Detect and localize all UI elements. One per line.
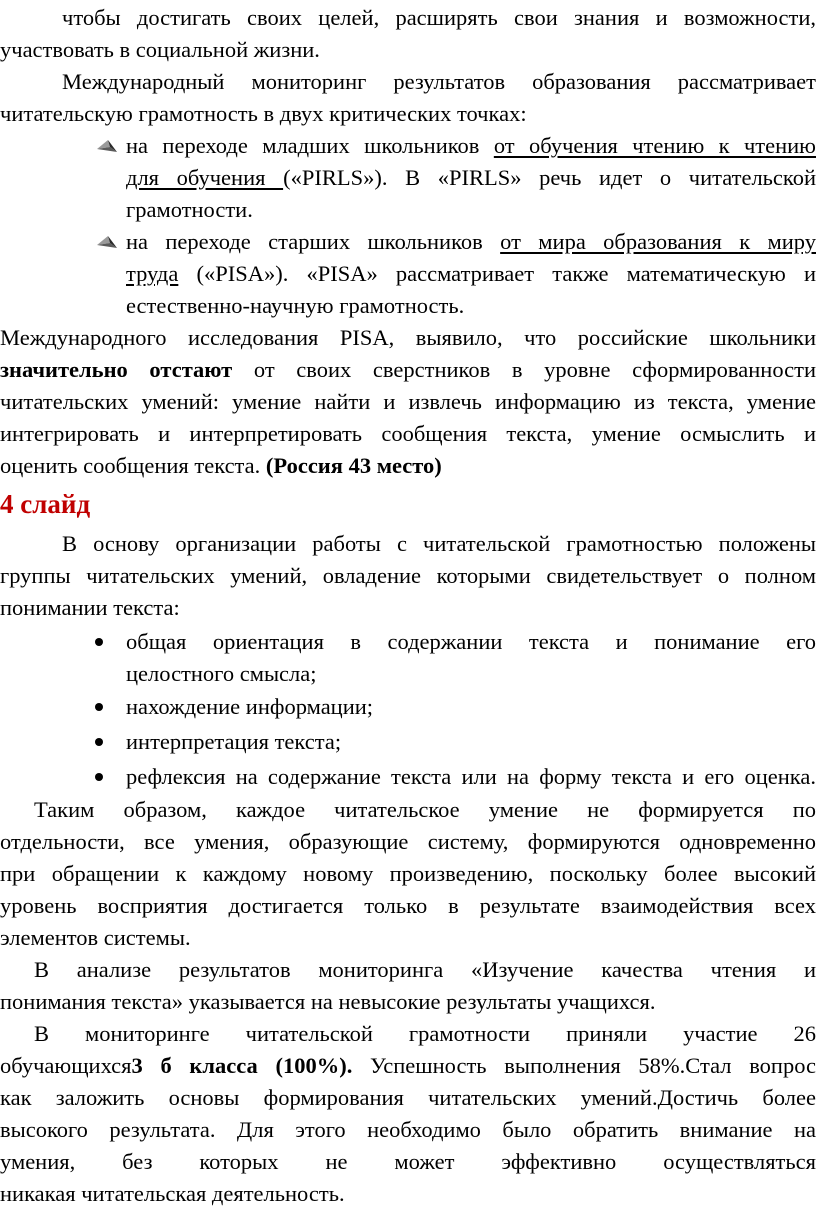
list-item: целостного смысла;	[126, 661, 317, 686]
bold-text: 3 б класса (100%).	[131, 1053, 353, 1078]
bold-text: значительно отстают	[0, 357, 233, 382]
underlined-text: труда	[126, 261, 179, 286]
paragraph-line: никакая читательская деятельность.	[0, 1181, 345, 1206]
paragraph-line: понимания текста» указывается на невысокие результаты учащихся.	[0, 989, 656, 1014]
paragraph-line: умения, без которых не может эффективно осуществляться	[0, 1149, 816, 1174]
bullet-line: на переходе старших школьников от мира образования к миру	[126, 229, 816, 254]
slide-heading: 4 слайд	[0, 489, 91, 519]
paragraph-line: отдельности, все умения, образующие систему, формируются одновременно	[0, 829, 816, 854]
paragraph-line: Таким образом, каждое читательское умение не формируется по	[34, 797, 816, 822]
bullet-line: для обучения («PIRLS»). В «PIRLS» речь идет о читательской	[126, 165, 816, 190]
arrow-bullet-icon	[96, 233, 118, 251]
paragraph-line: участвовать в социальной жизни.	[0, 37, 320, 62]
bold-text: (Россия 43 место)	[265, 453, 442, 478]
paragraph-line: уровень восприятия достигается только в результате взаимодействия всех	[0, 893, 816, 918]
bullet-dot-icon	[95, 738, 103, 746]
bullet-line: естественно-научную грамотность.	[126, 293, 465, 318]
paragraph-line: чтобы достигать своих целей, расширять свои знания и возможности,	[62, 5, 816, 30]
paragraph-line: обучающихся3 б класса (100%). Успешность выполнения 58%.Стал вопрос	[0, 1053, 816, 1078]
bullet-dot-icon	[95, 638, 103, 646]
paragraph-line: группы читательских умений, овладение которыми свидетельствует о полном	[0, 563, 816, 588]
paragraph-line: В основу организации работы с читательской грамотностью положены	[62, 531, 816, 556]
paragraph-line: значительно отстают от своих сверстников в уровне сформированности	[0, 357, 816, 382]
bullet-line: на переходе младших школьников от обучения чтению к чтению	[126, 133, 816, 158]
paragraph-line: как заложить основы формирования читательских умений.Достичь более	[0, 1085, 816, 1110]
paragraph-line: читательских умений: умение найти и извлечь информацию из текста, умение	[0, 389, 816, 414]
paragraph-line: интегрировать и интерпретировать сообщения текста, умение осмыслить и	[0, 421, 816, 446]
list-item: интерпретация текста;	[126, 729, 342, 754]
paragraph-line: В анализе результатов мониторинга «Изучение качества чтения и	[34, 957, 816, 982]
paragraph-line: оценить сообщения текста. (Россия 43 место)	[0, 453, 442, 478]
paragraph-line: высокого результата. Для этого необходимо было обратить внимание на	[0, 1117, 816, 1142]
arrow-bullet-icon	[96, 137, 118, 155]
bullet-dot-icon	[95, 773, 103, 781]
paragraph-line: Международный мониторинг результатов образования рассматривает	[62, 69, 816, 94]
bullet-dot-icon	[95, 703, 103, 711]
bullet-line: грамотности.	[126, 197, 253, 222]
list-item: общая ориентация в содержании текста и понимание его	[126, 629, 816, 654]
paragraph-line: В мониторинге читательской грамотности приняли участие 26	[34, 1021, 816, 1046]
underlined-text: от обучения чтению к чтению	[493, 133, 816, 158]
paragraph-line: Международного исследования PISA, выявило, что российские школьники	[0, 325, 816, 350]
list-item: нахождение информации;	[126, 694, 374, 719]
list-item: рефлексия на содержание текста или на форму текста и его оценка.	[126, 764, 816, 789]
underlined-text: для обучения	[126, 165, 284, 190]
paragraph-line: при обращении к каждому новому произведению, поскольку более высокий	[0, 861, 816, 886]
paragraph-line: элементов системы.	[0, 925, 191, 950]
underlined-text: от мира образования к миру	[500, 229, 816, 254]
bullet-line: труда («PISA»). «PISA» рассматривает также математическую и	[126, 261, 816, 286]
paragraph-line: понимании текста:	[0, 595, 180, 620]
paragraph-line: читательскую грамотность в двух критических точках:	[0, 101, 527, 126]
